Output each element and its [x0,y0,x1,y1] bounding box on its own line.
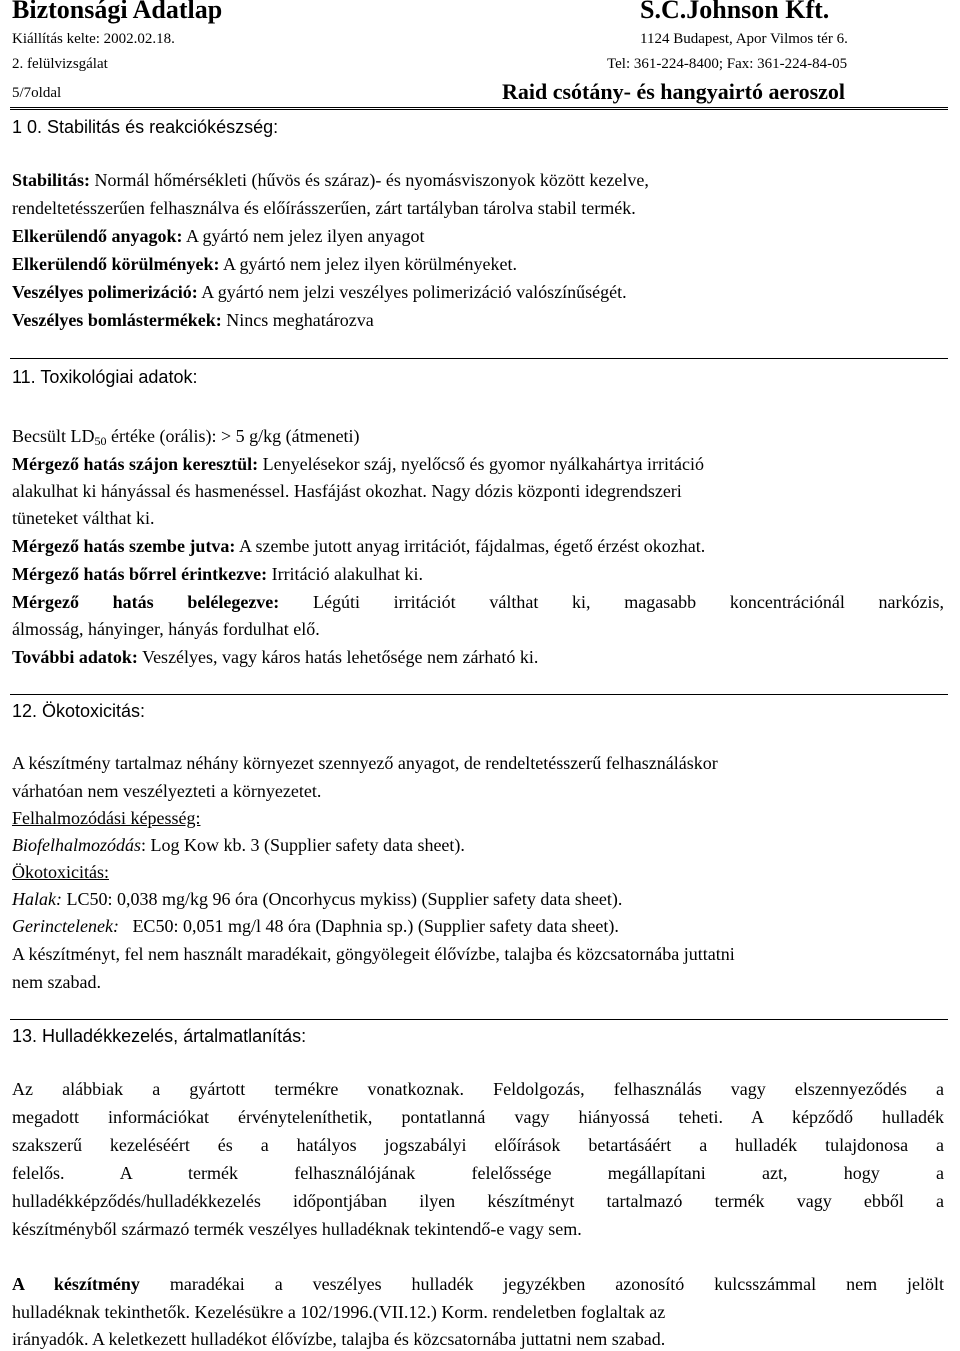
avoid-materials-label: Elkerülendő anyagok: [12,226,183,246]
bioaccumulation [12,835,465,856]
decomposition-label: Veszélyes bomlástermékek: [12,310,222,330]
oral-effect [12,454,704,475]
stability-text: Normál hőmérsékleti (hűvös és száraz)- és nyomásviszonyok között kezelve, [90,170,649,190]
ld50-estimate [12,426,360,447]
avoid-conditions-label: Elkerülendő körülmények: [12,254,220,274]
skin-label: Mérgező hatás bőrrel érintkezve: [12,564,268,584]
eye-effect [12,536,705,557]
waste-para-1-line-6: készítményből származó termék veszélyes hulladéknak tekintendő-e vagy sem. [12,1219,582,1239]
further-info [12,647,538,668]
waste-para-1-line-4: felelős. A termék felhasználójának felelőssége megállapítani azt, hogy a [12,1163,944,1183]
skin-effect [12,564,423,585]
avoid-conditions-text: A gyártó nem jelez ilyen körülményeket. [219,254,517,274]
avoid-conditions [12,254,517,275]
eco-intro-line-2: várhatóan nem veszélyezteti a környezetet. [12,781,322,801]
product-name: Raid csótány- és hangyairtó aeroszol [502,79,846,104]
doc-title: Biztonsági Adatlap [12,0,223,24]
section-rule [10,1019,948,1020]
decomposition-products [12,310,374,331]
oral-label: Mérgező hatás szájon keresztül: [12,454,259,474]
section-12-title: 12. Ökotoxicitás: [12,701,146,721]
invertebrate-toxicity [12,916,619,937]
fish-toxicity [12,889,622,910]
inhalation-effect-line-2: álmosság, hányinger, hányás fordulhat elő. [12,619,320,639]
fish-text: LC50: 0,038 mg/kg 96 óra (Oncorhycus mykiss) (Supplier safety data sheet). [61,889,623,909]
avoid-materials-text: A gyártó nem jelez ilyen anyagot [182,226,425,246]
disposal-line-2: nem szabad. [12,972,101,992]
company-address: 1124 Budapest, Apor Vilmos tér 6. [640,31,848,47]
decomposition-text: Nincs meghatározva [221,310,374,330]
waste-para-2-line-1 [12,1274,944,1295]
avoid-materials [12,226,424,247]
waste-para-2-text: maradékai a veszélyes hulladék jegyzékben azonosító kulcsszámmal nem jelölt [139,1274,944,1294]
polymerization-text: A gyártó nem jelzi veszélyes polimerizáció valószínűségét. [197,282,627,302]
waste-para-1-line-5: hulladékképződés/hulladékkezelés időpontjában ilyen készítményt tartalmazó termék vagy ebből a [12,1191,944,1211]
eye-label: Mérgező hatás szembe jutva: [12,536,236,556]
further-info-text: Veszélyes, vagy káros hatás lehetősége nem zárható ki. [137,647,539,667]
section-rule [10,358,948,359]
ld-value: értéke (orális): > 5 g/kg (átmeneti) [106,426,360,446]
eye-text: A szembe jutott anyag irritációt, fájdalmas, égető érzést okozhat. [235,536,706,556]
skin-text: Irritáció alakulhat ki. [267,564,424,584]
stability-line-1 [12,170,649,191]
inhalation-text: Légúti irritációt válthat ki, magasabb koncentrációnál narkózis, [279,592,944,612]
section-11-title: 11. Toxikológiai adatok: [12,367,198,387]
section-rule [10,694,948,695]
fish-label: Halak: [12,889,62,909]
invertebrate-label: Gerinctelenek: [12,916,119,936]
oral-text: Lenyelésekor száj, nyelőcső és gyomor nyálkahártya irritáció [258,454,704,474]
waste-para-2-line-3: irányadók. A keletkezett hulladékot élővízbe, talajba és közcsatornába juttatni nem szabad. [12,1329,666,1349]
oral-effect-line-3: tüneteket válthat ki. [12,508,155,528]
bioaccumulation-heading: Felhalmozódási képesség: [12,808,201,828]
header-rule [10,107,948,108]
header-rule-2 [10,109,948,110]
waste-para-2-line-2: hulladéknak tekinthetők. Kezelésükre a 102/1996.(VII.12.) Korm. rendeletben foglaltak az [12,1302,666,1322]
eco-intro-line-1: A készítmény tartalmaz néhány környezet szennyező anyagot, de rendeltetésszerű felhasználáskor [12,753,718,773]
bioaccumulation-text: : Log Kow kb. 3 (Supplier safety data sheet). [141,835,465,855]
section-13-title: 13. Hulladékkezelés, ártalmatlanítás: [12,1026,307,1046]
stability-line-2: rendeltetésszerűen felhasználva és előírásszerűen, zárt tartályban tárolva stabil termék. [12,198,636,218]
bioaccumulation-label: Biofelhalmozódás [12,835,141,855]
issue-date: Kiállítás kelte: 2002.02.18. [12,31,175,47]
revision: 2. felülvizsgálat [12,56,108,72]
further-info-label: További adatok: [12,647,138,667]
section-10-title: 1 0. Stabilitás és reakciókészség: [12,117,279,137]
ld-label: Becsült LD [12,426,95,446]
disposal-line-1: A készítményt, fel nem használt maradékait, göngyölegeit élővízbe, talajba és közcsatornába juttatni [12,944,735,964]
waste-para-1-line-1: Az alábbiak a gyártott termékre vonatkoznak. Feldolgozás, felhasználás vagy elszennyeződés a [12,1079,944,1099]
polymerization-label: Veszélyes polimerizáció: [12,282,198,302]
company-name: S.C.Johnson Kft. [640,0,830,24]
stability-label: Stabilitás: [12,170,91,190]
page-number: 5/7oldal [12,85,62,101]
invertebrate-text: EC50: 0,051 mg/l 48 óra (Daphnia sp.) (Supplier safety data sheet). [118,916,619,936]
ecotoxicity-heading: Ökotoxicitás: [12,862,109,882]
oral-effect-line-2: alakulhat ki hányással és hasmenéssel. Hasfájást okozhat. Nagy dózis központi idegrendszeri [12,481,682,501]
waste-para-1-line-3: szakszerű kezeléséért és a hatályos jogszabályi előírások betartásáért a hulladék tulajdonosa a [12,1135,944,1155]
waste-para-2-lead: A készítmény [12,1274,140,1294]
inhalation-label: Mérgező hatás belélegezve: [12,592,280,612]
inhalation-effect [12,592,944,613]
phone-fax: Tel: 361-224-8400; Fax: 361-224-84-05 [607,56,848,72]
hazardous-polymerization [12,282,627,303]
ld-subscript: 50 [94,434,107,448]
waste-para-1-line-2: megadott információkat érvényteleníthetik, pontatlanná vagy hiányossá teheti. A képződő hulladék [12,1107,944,1127]
